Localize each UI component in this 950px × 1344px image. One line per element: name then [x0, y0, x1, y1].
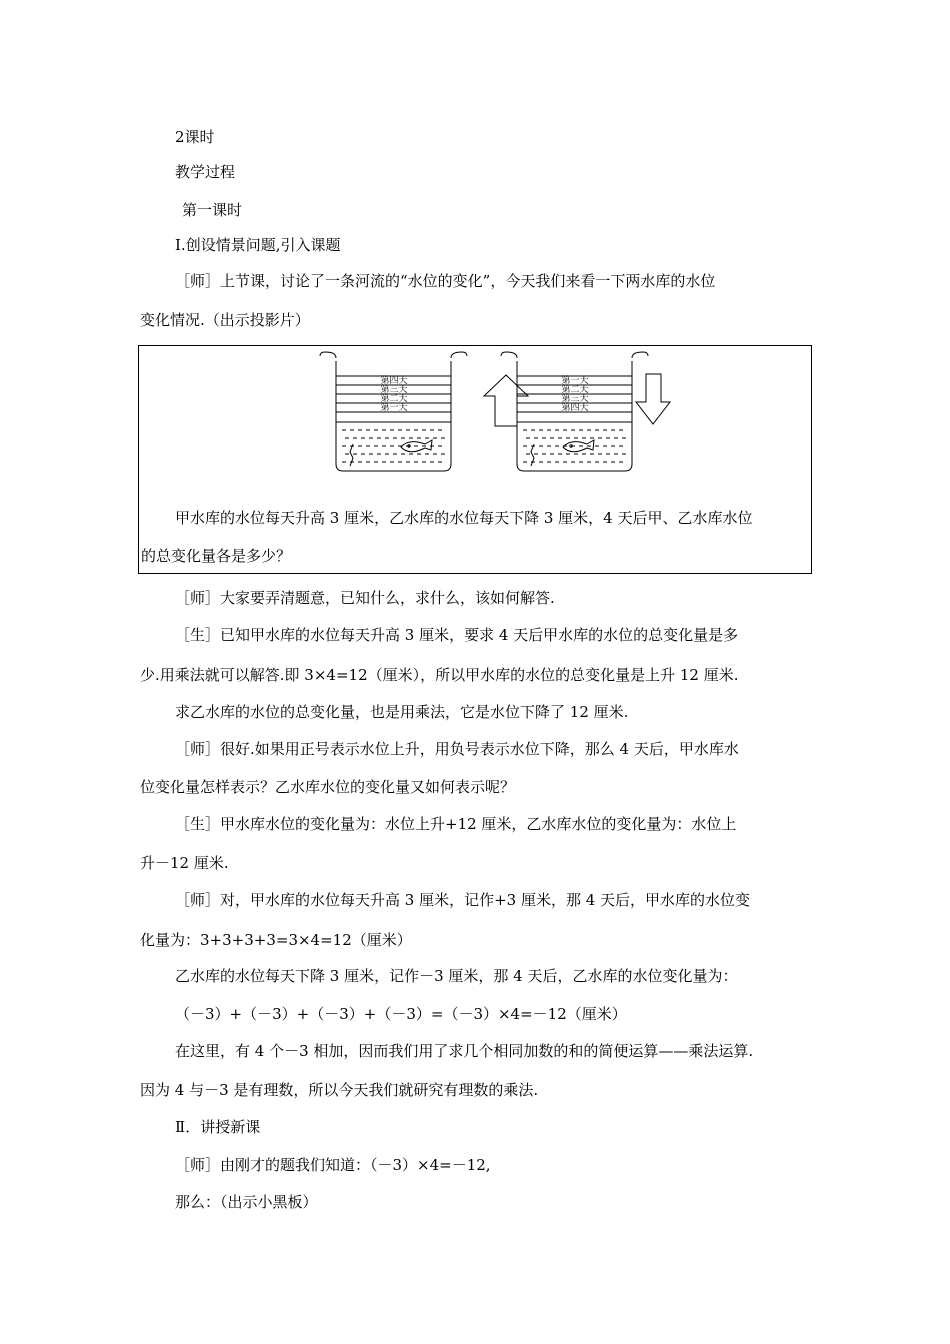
problem-text: 的总变化量各是多少？	[141, 547, 292, 565]
day-label: 第二天	[561, 385, 589, 395]
paragraph: ［生］已知甲水库的水位每天升高 3 厘米，要求 4 天后甲水库的水位的总变化量是多	[175, 626, 739, 644]
paragraph: ［师］很好.如果用正号表示水位上升，用负号表示水位下降，那么 4 天后，甲水库水	[175, 740, 739, 758]
paragraph: 少.用乘法就可以解答.即 3×4=12（厘米），所以甲水库的水位的总变化量是上升 12 厘米.	[140, 666, 739, 684]
equation: （－3）+（－3）+（－3）+（－3）=（－3）×4=－12（厘米）	[175, 1005, 627, 1023]
day-label: 第四天	[561, 403, 589, 413]
day-label: 第二天	[380, 394, 408, 404]
up-arrow-icon	[484, 375, 528, 426]
day-label: 第三天	[561, 394, 589, 404]
paragraph: 求乙水库的水位的总变化量，也是用乘法，它是水位下降了 12 厘米.	[175, 703, 629, 721]
day-label: 第一天	[561, 376, 589, 386]
period-text: 2课时	[175, 128, 215, 146]
section1-heading: Ⅰ.创设情景问题,引入课题	[175, 236, 341, 254]
process-heading: 教学过程	[175, 163, 236, 181]
paragraph: 化量为：3+3+3+3=3×4=12（厘米）	[140, 931, 412, 949]
section2-heading: Ⅱ．讲授新课	[175, 1118, 261, 1136]
paragraph: 那么：（出示小黑板）	[175, 1193, 318, 1211]
down-arrow-icon	[636, 374, 670, 424]
paragraph: 变化情况.（出示投影片）	[140, 311, 310, 329]
problem-text: 甲水库的水位每天升高 3 厘米，乙水库的水位每天下降 3 厘米，4 天后甲、乙水库水位	[175, 509, 753, 527]
paragraph: ［师］由刚才的题我们知道：（－3）×4=－12,	[175, 1156, 491, 1174]
paragraph: 位变化量怎样表示？乙水库水位的变化量又如何表示呢？	[140, 778, 516, 796]
paragraph: 因为 4 与－3 是有理数，所以今天我们就研究有理数的乘法.	[140, 1081, 539, 1099]
lesson-heading: 第一课时	[182, 201, 243, 219]
day-label: 第四天	[380, 376, 408, 386]
paragraph: ［生］甲水库水位的变化量为：水位上升+12 厘米，乙水库水位的变化量为：水位上	[175, 815, 737, 833]
paragraph: ［师］对，甲水库的水位每天升高 3 厘米，记作+3 厘米，那 4 天后，甲水库的水位变	[175, 891, 751, 909]
day-label: 第三天	[380, 385, 408, 395]
projection-figure	[138, 345, 812, 574]
paragraph: ［师］上节课，讨论了一条河流的“水位的变化”，今天我们来看一下两水库的水位	[175, 272, 716, 290]
day-label: 第一天	[380, 403, 408, 413]
reservoir-diagram	[139, 346, 813, 575]
paragraph: 升－12 厘米.	[140, 854, 229, 872]
paragraph: 在这里，有 4 个－3 相加，因而我们用了求几个相同加数的和的简便运算——乘法运算.	[175, 1042, 754, 1060]
paragraph: ［师］大家要弄清题意，已知什么，求什么，该如何解答.	[175, 589, 555, 607]
paragraph: 乙水库的水位每天下降 3 厘米，记作－3 厘米，那 4 天后，乙水库的水位变化量为：	[175, 967, 738, 985]
